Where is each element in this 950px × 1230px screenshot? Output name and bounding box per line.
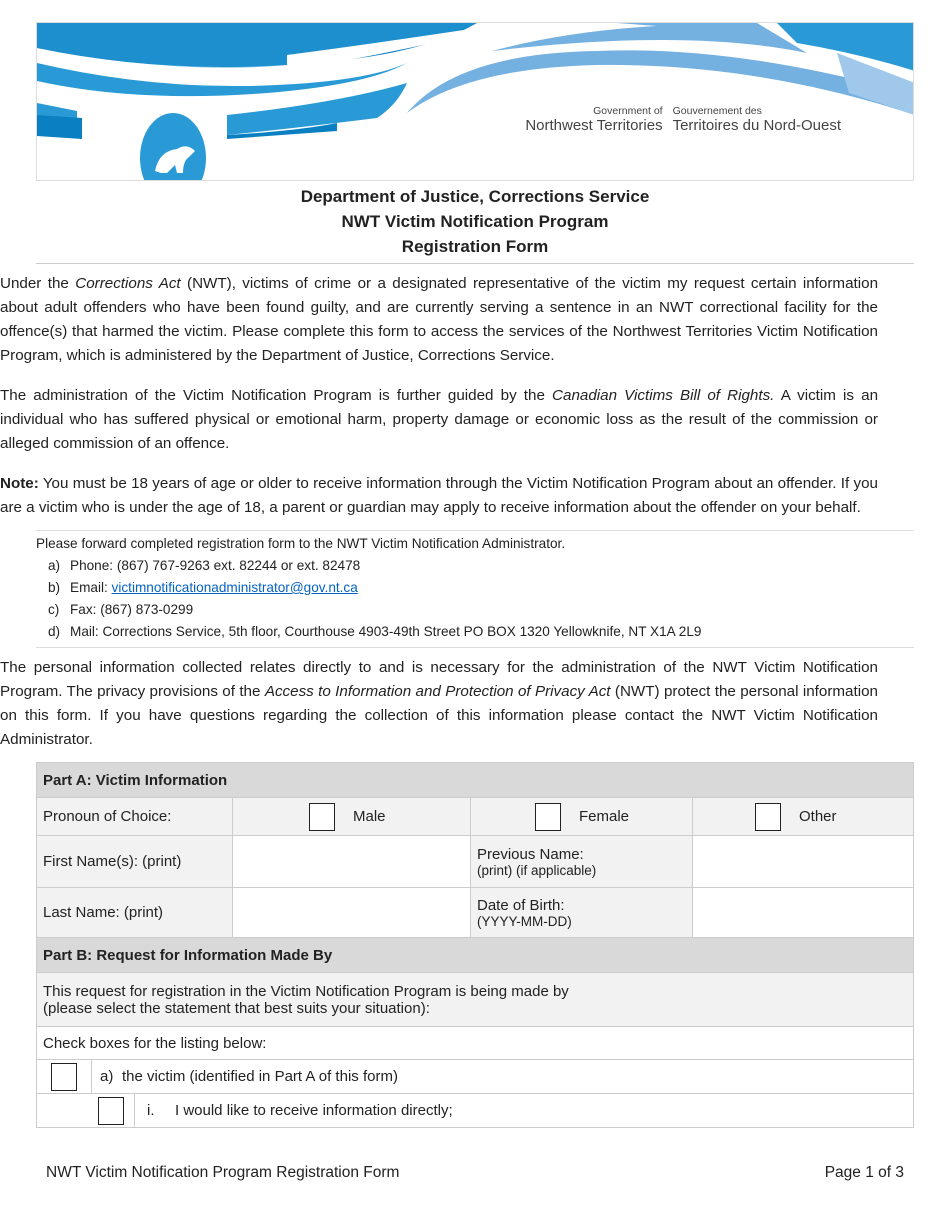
form-title bbox=[36, 180, 914, 264]
title-line-1: Department of Justice, Corrections Service bbox=[300, 187, 650, 206]
title-line-2: NWT Victim Notification Program bbox=[341, 212, 609, 231]
other-checkbox[interactable] bbox=[755, 803, 781, 831]
pronoun-male[interactable]: Male bbox=[233, 798, 471, 836]
previous-name-field[interactable] bbox=[693, 836, 914, 888]
option-a-row[interactable]: a) the victim (identified in Part A of this form) bbox=[37, 1060, 914, 1094]
page-footer bbox=[46, 1164, 904, 1182]
last-name-field[interactable] bbox=[233, 888, 471, 938]
dob-field[interactable] bbox=[693, 888, 914, 938]
previous-name-label: Previous Name: (print) (if applicable) bbox=[471, 836, 693, 888]
title-line-3: Registration Form bbox=[401, 237, 549, 256]
footer-title: NWT Victim Notification Program Registration Form bbox=[46, 1164, 400, 1181]
pronoun-label: Pronoun of Choice: bbox=[37, 798, 233, 836]
first-name-label: First Name(s): (print) bbox=[37, 836, 233, 888]
dob-label: Date of Birth: (YYYY-MM-DD) bbox=[471, 888, 693, 938]
government-wordmark bbox=[525, 105, 841, 134]
privacy-paragraph: The personal information collected relates directly to and is necessary for the administration of the NWT Victim Notification Program. The privacy provisions of the Access to Information and Protection of Privacy Act (NWT) protect the personal information on this form. If you have questions regarding the collection of this information please contact the NWT Victim Notification Administrator. bbox=[0, 659, 878, 748]
registration-table bbox=[36, 762, 914, 1128]
part-b-header: Part B: Request for Information Made By bbox=[37, 938, 914, 973]
option-a-label: the victim (identified in Part A of this form) bbox=[122, 1068, 398, 1085]
intro-paragraph-1: Under the Corrections Act (NWT), victims of crime or a designated representative of the victim my request certain information about adult offenders who have been found guilty, and are currently serving a sentence in an NWT correctional facility for the offence(s) that harmed the victim. Please complete this form to access the services of the Northwest Territories Victim Notification Program, which is administered by the Department of Justice, Corrections Service. bbox=[0, 275, 879, 364]
option-a-i-row[interactable]: i. I would like to receive information directly; bbox=[37, 1094, 914, 1128]
option-a-i-label: I would like to receive information directly; bbox=[175, 1102, 453, 1119]
option-a-i-checkbox[interactable] bbox=[98, 1097, 124, 1125]
gnwt-banner bbox=[36, 22, 914, 180]
contact-mail: d) Mail: Corrections Service, 5th floor, Courthouse 4903-49th Street PO BOX 1320 Yellowknife, NT X1A 2L9 bbox=[48, 624, 702, 639]
part-a-header: Part A: Victim Information bbox=[37, 763, 914, 798]
gov-fr: Territoires du Nord-Ouest bbox=[672, 117, 841, 134]
contact-phone: a) Phone: (867) 767-9263 ext. 82244 or ext. 82478 bbox=[48, 558, 361, 573]
check-instruction: Check boxes for the listing below: bbox=[37, 1027, 914, 1060]
pronoun-female[interactable]: Female bbox=[471, 798, 693, 836]
gov-en: Northwest Territories bbox=[525, 117, 663, 134]
note-paragraph: Note: You must be 18 years of age or older to receive information through the Victim Notification Program about an offender. If you are a victim who is under the age of 18, a parent or guardian may apply to receive information about the offender on your behalf. bbox=[0, 475, 878, 516]
page-number: Page 1 of 3 bbox=[824, 1164, 904, 1181]
contact-email: b) Email: victimnotificationadministrator@gov.nt.ca bbox=[48, 580, 358, 595]
contact-fax: c) Fax: (867) 873-0299 bbox=[48, 602, 194, 617]
banner-waves-logo bbox=[37, 23, 914, 180]
forward-instructions bbox=[36, 530, 914, 648]
email-link[interactable]: victimnotificationadministrator@gov.nt.ca bbox=[111, 580, 358, 595]
part-b-description: This request for registration in the Victim Notification Program is being made by (please select the statement that best suits your situation): bbox=[37, 973, 914, 1027]
pronoun-other[interactable]: Other bbox=[693, 798, 914, 836]
male-checkbox[interactable] bbox=[309, 803, 335, 831]
first-name-field[interactable] bbox=[233, 836, 471, 888]
option-a-checkbox[interactable] bbox=[51, 1063, 77, 1091]
forward-intro: Please forward completed registration form to the NWT Victim Notification Administrator. bbox=[36, 536, 566, 551]
female-checkbox[interactable] bbox=[535, 803, 561, 831]
last-name-label: Last Name: (print) bbox=[37, 888, 233, 938]
gov-en-small: Government of bbox=[593, 105, 663, 117]
intro-paragraph-2: The administration of the Victim Notification Program is further guided by the Canadian Victims Bill of Rights. A victim is an individual who has suffered physical or emotional harm, property damage or economic loss as the result of the commission or alleged commission of an offence. bbox=[0, 387, 879, 452]
gov-fr-small: Gouvernement des bbox=[672, 105, 762, 117]
